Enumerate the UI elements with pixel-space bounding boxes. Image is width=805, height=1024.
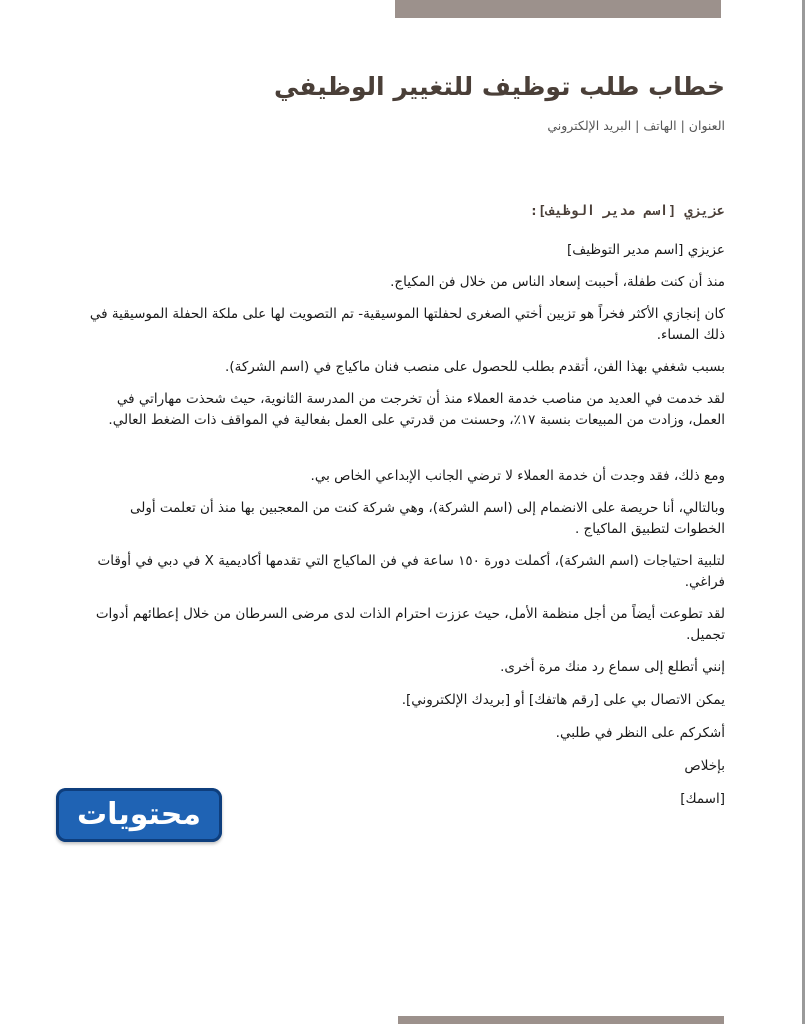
top-accent-bar bbox=[395, 0, 721, 18]
letter-paragraph: منذ أن كنت طفلة، أحببت إسعاد الناس من خلال فن المكياج. bbox=[390, 274, 725, 290]
signoff: بإخلاص bbox=[684, 758, 725, 774]
letter-paragraph: كان إنجازي الأكثر فخراً هو تزيين أختي الصغرى لحفلتها الموسيقية- تم التصويت لها على ملكة الحفلة الموسيقية في ذلك المساء. bbox=[89, 306, 725, 343]
contact-line: العنوان | الهاتف | البريد الإلكتروني bbox=[547, 118, 725, 133]
logo-text: محتويات bbox=[77, 797, 201, 832]
letter-paragraph: أشكركم على النظر في طلبي. bbox=[555, 725, 725, 741]
letter-paragraph: وبالتالي، أنا حريصة على الانضمام إلى (اسم الشركة)، وهي شركة كنت من المعجبين بها منذ أن تعلمت أولى الخطوات لتطبيق الماكياج . bbox=[129, 500, 725, 537]
letter-paragraph: لقد تطوعت أيضاً من أجل منظمة الأمل، حيث عززت احترام الذات لدى مرضى السرطان من خلال إعطائهم أدوات تجميل. bbox=[95, 606, 725, 643]
document-title: خطاب طلب توظيف للتغيير الوظيفي bbox=[273, 72, 725, 101]
letter-paragraph: بسبب شغفي بهذا الفن، أتقدم بطلب للحصول على منصب فنان ماكياج في (اسم الشركة). bbox=[225, 359, 725, 375]
salutation-heading: عزيزي [اسم مدير الوظيف]: bbox=[529, 203, 725, 219]
letter-paragraph: لقد خدمت في العديد من مناصب خدمة العملاء منذ أن تخرجت من المدرسة الثانوية، حيث شحذت مهاراتي في العمل، وزادت من المبيعات بنسبة ١٧٪، وحسنت من قدرتي على العمل بفعالية في المواقف ذات الضغط العالي. bbox=[108, 391, 725, 428]
letter-paragraph: يمكن الاتصال بي على [رقم هاتفك] أو [بريدك الإلكتروني]. bbox=[401, 692, 725, 708]
letter-paragraph: لتلبية احتياجات (اسم الشركة)، أكملت دورة ١٥٠ ساعة في فن الماكياج التي تقدمها أكاديمية X في دبي في أوقات فراغي. bbox=[97, 553, 725, 590]
bottom-accent-bar bbox=[398, 1016, 724, 1024]
watermark-logo bbox=[56, 788, 222, 842]
signature-name: [اسمك] bbox=[680, 791, 725, 807]
letter-paragraph: إنني أتطلع إلى سماع رد منك مرة أخرى. bbox=[500, 659, 725, 675]
letter-paragraph: ومع ذلك، فقد وجدت أن خدمة العملاء لا ترضي الجانب الإبداعي الخاص بي. bbox=[310, 468, 725, 484]
letter-paragraph: عزيزي [اسم مدير التوظيف] bbox=[567, 242, 725, 258]
letter-body bbox=[85, 240, 725, 822]
